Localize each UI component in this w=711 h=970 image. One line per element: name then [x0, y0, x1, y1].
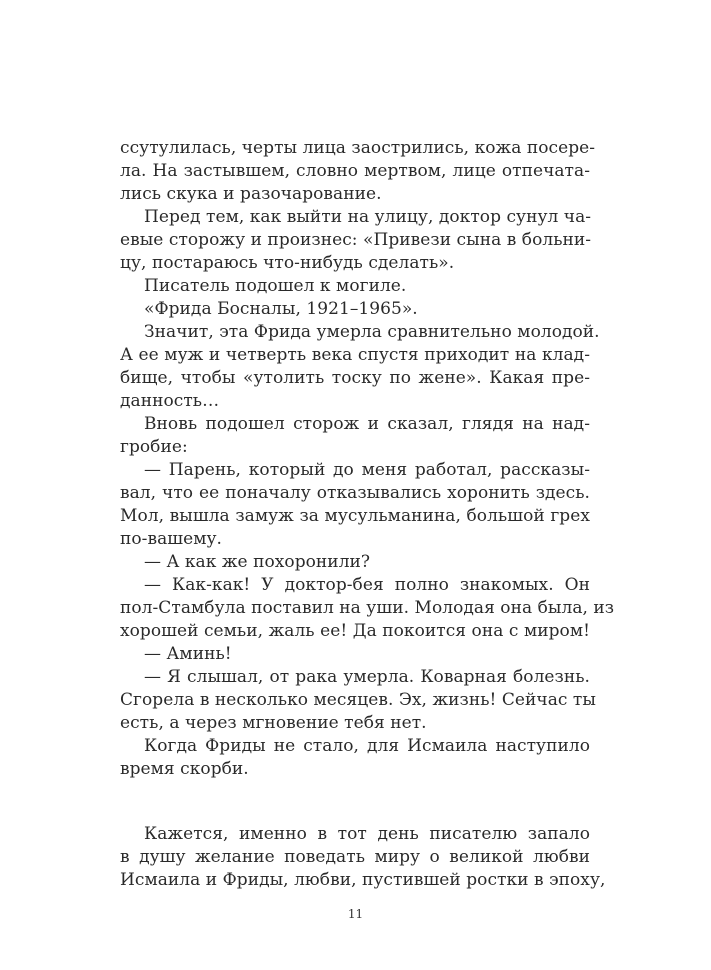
text-line: вал, что ее поначалу отказывались хоронить здесь.: [120, 483, 590, 503]
text-line: Сгорела в несколько месяцев. Эх, жизнь! Сейчас ты: [120, 690, 596, 710]
text-line: данность…: [120, 391, 220, 411]
text-line: Когда Фриды не стало, для Исмаила наступило: [144, 736, 590, 756]
text-line: — Парень, который до меня работал, рассказы-: [144, 460, 590, 480]
text-line: лись скука и разочарование.: [120, 184, 382, 204]
text-line: цу, постараюсь что-нибудь сделать».: [120, 253, 455, 273]
text-line: есть, а через мгновение тебя нет.: [120, 713, 427, 733]
text-line: ссутулилась, черты лица заострились, кожа посере-: [120, 138, 596, 158]
text-line: — Я слышал, от рака умерла. Коварная болезнь.: [144, 667, 590, 687]
text-line: — Аминь!: [144, 644, 232, 664]
text-line: пол-Стамбула поставил на уши. Молодая она была, из: [120, 598, 615, 618]
text-line: хорошей семьи, жаль ее! Да покоится она с миром!: [120, 621, 590, 641]
text-line: Писатель подошел к могиле.: [144, 276, 407, 296]
text-line: евые сторожу и произнес: «Привези сына в больни-: [120, 230, 592, 250]
text-line: — А как же похоронили?: [144, 552, 371, 572]
body-text: [120, 137, 615, 892]
text-line: ла. На застывшем, словно мертвом, лице отпечата-: [120, 161, 590, 181]
text-line: А ее муж и четверть века спустя приходит на клад-: [120, 345, 590, 365]
text-line: Вновь подошел сторож и сказал, глядя на над-: [144, 414, 590, 434]
text-line: гробие:: [120, 437, 188, 457]
text-line: «Фрида Боснaлы, 1921–1965».: [144, 299, 418, 319]
page-number: 11: [347, 907, 364, 921]
text-line: в душу желание поведать миру о великой любви: [120, 847, 590, 867]
section-break: [120, 781, 590, 823]
text-line: Исмаила и Фриды, любви, пустившей ростки в эпоху,: [120, 870, 606, 890]
text-line: — Как-как! У доктор-бея полно знакомых. Он: [144, 575, 590, 595]
text-line: по-вашему.: [120, 529, 223, 549]
text-line: бище, чтобы «утолить тоску по жене». Какая пре-: [120, 368, 590, 388]
text-line: время скорби.: [120, 759, 249, 779]
text-line: Перед тем, как выйти на улицу, доктор сунул ча-: [144, 207, 592, 227]
text-line: Кажется, именно в тот день писателю запало: [144, 824, 590, 844]
text-line: Мол, вышла замуж за мусульманина, большой грех: [120, 506, 590, 526]
text-line: Значит, эта Фрида умерла сравнительно молодой.: [144, 322, 600, 342]
